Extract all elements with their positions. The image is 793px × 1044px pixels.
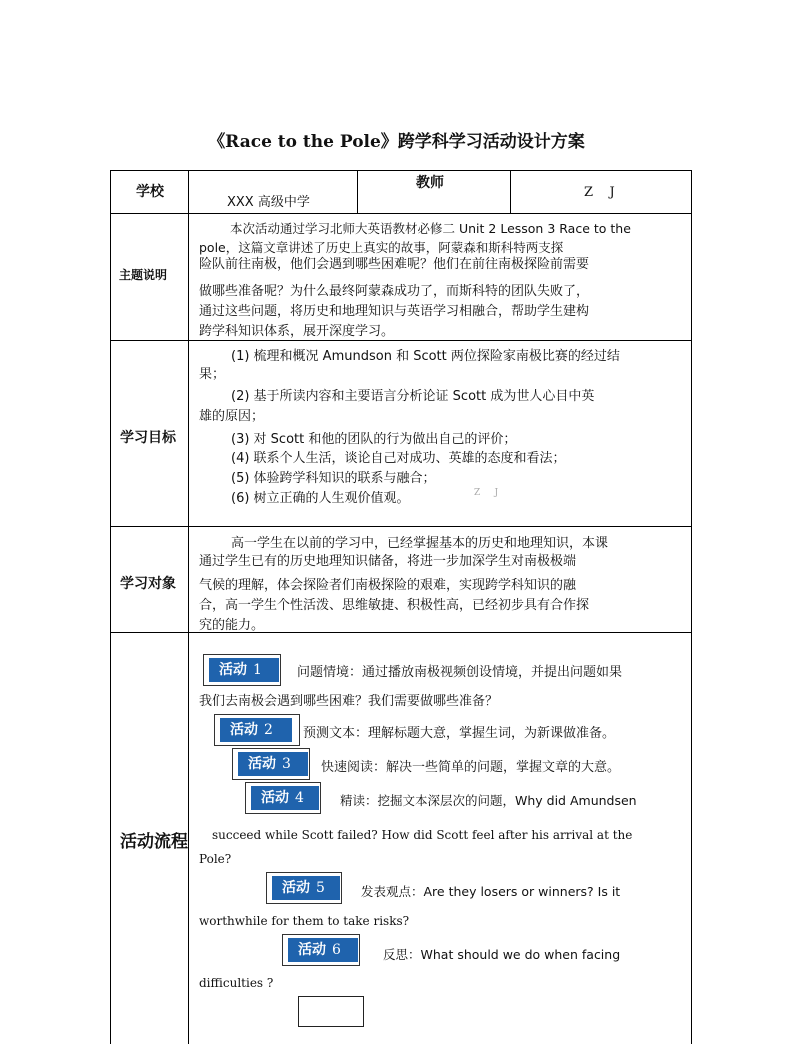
activity-word: 活动: [219, 662, 247, 678]
activity-word: 活动: [261, 790, 289, 806]
activity-4-badge: [245, 782, 321, 814]
activity-6-text: 反思：What should we do when facing: [383, 947, 621, 962]
audience-line: 究的能力。: [199, 618, 265, 633]
column-divider: [188, 170, 189, 1044]
school-label: 学校: [136, 184, 164, 200]
audience-line: 通过学生已有的历史地理知识储备，将进一步加深学生对南极极端: [199, 554, 577, 569]
empty-box: [298, 996, 364, 1027]
page-title: 《Race to the Pole》跨学科学习活动设计方案: [208, 132, 585, 152]
activity-word: 活动: [282, 880, 310, 896]
activity-6-badge: [282, 934, 360, 966]
table-left-border: [110, 170, 111, 1044]
row-divider: [110, 213, 692, 214]
row-divider: [110, 340, 692, 341]
theme-label: 主题说明: [119, 268, 168, 282]
school-value: XXX 高级中学: [227, 195, 310, 210]
activity-number: 6: [332, 942, 341, 958]
activity-number: 3: [282, 756, 291, 772]
goal-item: (5) 体验跨学科知识的联系与融合；: [231, 471, 436, 486]
row-divider: [110, 526, 692, 527]
goal-item: 果；: [199, 367, 226, 382]
theme-line: 本次活动通过学习北师大英语教材必修二 Unit 2 Lesson 3 Race to the: [230, 221, 631, 236]
goal-item: (6) 树立正确的人生观价值观。: [231, 491, 410, 506]
activity-word: 活动: [298, 942, 326, 958]
table-top-border: [110, 170, 692, 171]
audience-line: 合，高一学生个性活泼、思维敏捷、积极性高，已经初步具有合作探: [199, 598, 590, 613]
activity-2-badge: [214, 714, 300, 746]
column-divider: [510, 170, 511, 213]
audience-line: 气候的理解，体会探险者们南极探险的艰难，实现跨学科知识的融: [199, 578, 577, 593]
activity-1-badge: [203, 654, 281, 686]
goal-item: 雄的原因；: [199, 409, 265, 424]
activity-1-text-cont: 我们去南极会遇到哪些困难？我们需要做哪些准备？: [199, 694, 499, 709]
activity-number: 2: [264, 722, 273, 738]
activity-word: 活动: [248, 756, 276, 772]
theme-line: 跨学科知识体系，展开深度学习。: [199, 324, 395, 339]
activity-5-text-cont: worthwhile for them to take risks?: [199, 914, 410, 928]
activity-4-text-cont: succeed while Scott failed? How did Scott feel after his arrival at the: [212, 828, 633, 842]
goals-label: 学习目标: [120, 430, 176, 446]
watermark: Z J: [474, 488, 499, 498]
activity-2-text: 预测文本：理解标题大意，掌握生词，为新课做准备。: [303, 726, 616, 741]
activity-number: 1: [253, 662, 262, 678]
activity-5-text: 发表观点：Are they losers or winners? Is it: [361, 884, 621, 899]
audience-line: 高一学生在以前的学习中，已经掌握基本的历史和地理知识，本课: [231, 536, 609, 551]
activity-4-text: 精读：挖掘文本深层次的问题，Why did Amundsen: [340, 793, 637, 808]
activity-word: 活动: [230, 722, 258, 738]
goal-item: (3) 对 Scott 和他的团队的行为做出自己的评价；: [231, 432, 517, 447]
theme-line: 通过这些问题，将历史和地理知识与英语学习相融合，帮助学生建构: [199, 304, 590, 319]
activity-number: 5: [316, 880, 325, 896]
teacher-label: 教师: [416, 175, 444, 191]
process-label: 活动流程: [120, 832, 188, 852]
activity-5-badge: [266, 872, 342, 904]
activity-6-text-cont: difficulties ?: [199, 976, 274, 990]
theme-line: 做哪些准备呢？为什么最终阿蒙森成功了，而斯科特的团队失败了，: [199, 284, 590, 299]
theme-line: pole，这篇文章讲述了历史上真实的故事，阿蒙森和斯科特两支探: [199, 240, 564, 255]
activity-4-text-cont: Pole?: [199, 852, 232, 866]
column-divider: [357, 170, 358, 213]
row-divider: [110, 632, 692, 633]
table-right-border: [691, 170, 692, 1044]
goal-item: (2) 基于所读内容和主要语言分析论证 Scott 成为世人心目中英: [231, 389, 595, 404]
activity-1-text: 问题情境：通过播放南极视频创设情境，并提出问题如果: [297, 665, 623, 680]
activity-3-badge: [232, 748, 310, 780]
theme-line: 险队前往南极，他们会遇到哪些困难呢？他们在前往南极探险前需要: [199, 257, 590, 272]
activity-number: 4: [295, 790, 304, 806]
goal-item: (1) 梳理和概况 Amundson 和 Scott 两位探险家南极比赛的经过结: [231, 349, 620, 364]
audience-label: 学习对象: [120, 576, 176, 592]
teacher-value: Z J: [584, 185, 615, 200]
goal-item: (4) 联系个人生活，谈论自己对成功、英雄的态度和看法；: [231, 451, 566, 466]
activity-3-text: 快速阅读：解决一些简单的问题，掌握文章的大意。: [321, 760, 621, 775]
